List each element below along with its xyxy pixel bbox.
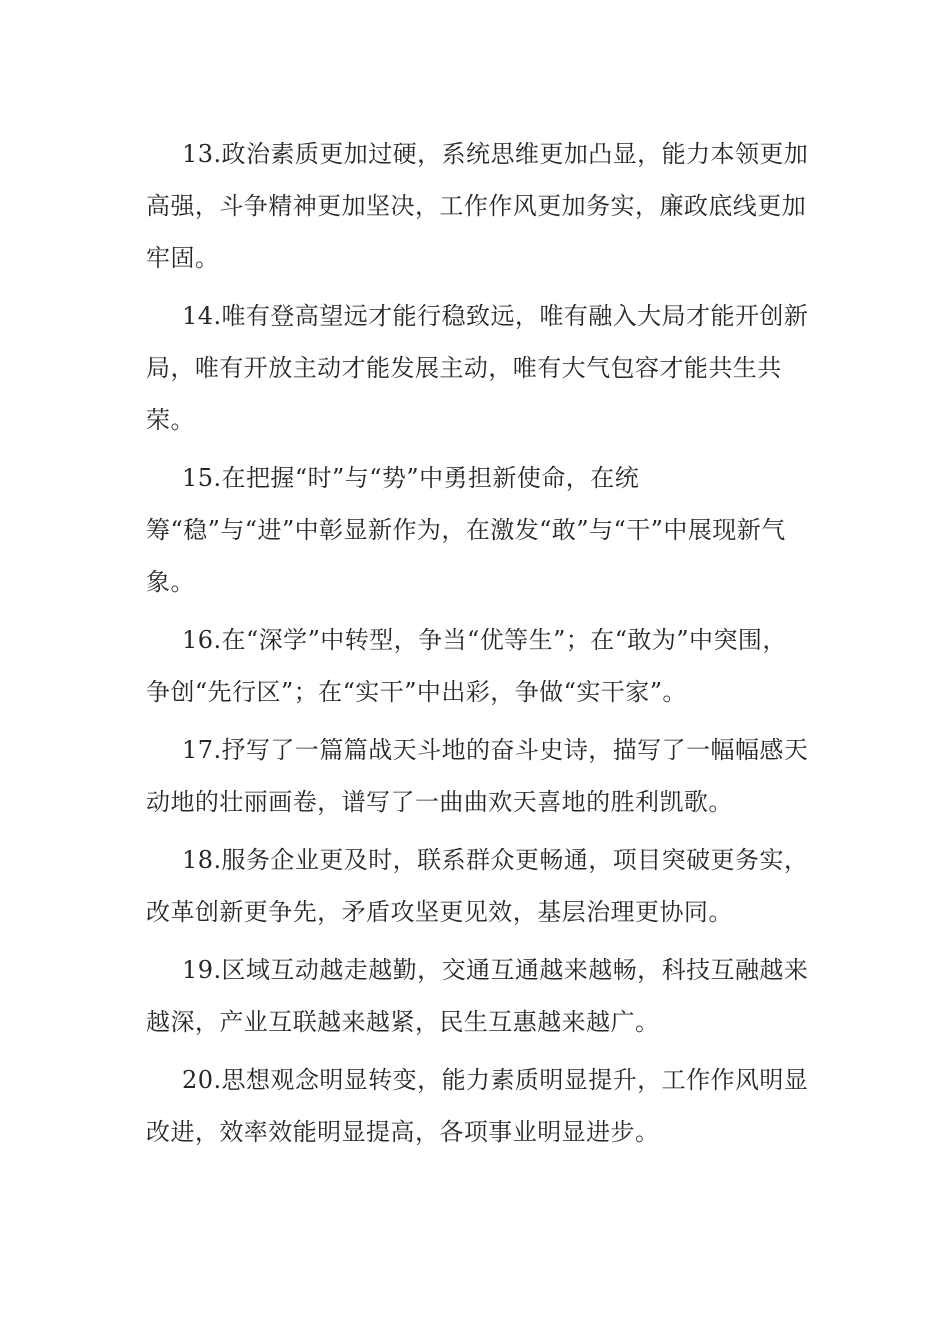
- paragraph-18: 18.服务企业更及时，联系群众更畅通，项目突破更务实，改革创新更争先，矛盾攻坚更见效，基层治理更协同。: [146, 846, 809, 926]
- paragraph-20: 20.思想观念明显转变，能力素质明显提升，工作作风明显改进，效率效能明显提高，各项事业明显进步。: [146, 1066, 809, 1146]
- paragraph-16: 16.在“深学”中转型，争当“优等生”；在“敢为”中突围，争创“先行区”；在“实干”中出彩，争做“实干家”。: [146, 626, 787, 706]
- document-body: [146, 128, 810, 1158]
- paragraph-15: 15.在把握“时”与“势”中勇担新使命，在统筹“稳”与“进”中彰显新作为，在激发“敢”与“干”中展现新气象。: [146, 464, 786, 596]
- paragraph-14: 14.唯有登高望远才能行稳致远，唯有融入大局才能开创新局，唯有开放主动才能发展主动，唯有大气包容才能共生共荣。: [146, 302, 809, 434]
- paragraph-19: 19.区域互动越走越勤，交通互通越来越畅，科技互融越来越深，产业互联越来越紧，民生互惠越来越广。: [146, 956, 809, 1036]
- paragraph-17: 17.抒写了一篇篇战天斗地的奋斗史诗，描写了一幅幅感天动地的壮丽画卷，谱写了一曲曲欢天喜地的胜利凯歌。: [146, 736, 809, 816]
- paragraph-13: 13.政治素质更加过硬，系统思维更加凸显，能力本领更加高强，斗争精神更加坚决，工作作风更加务实，廉政底线更加牢固。: [146, 140, 809, 272]
